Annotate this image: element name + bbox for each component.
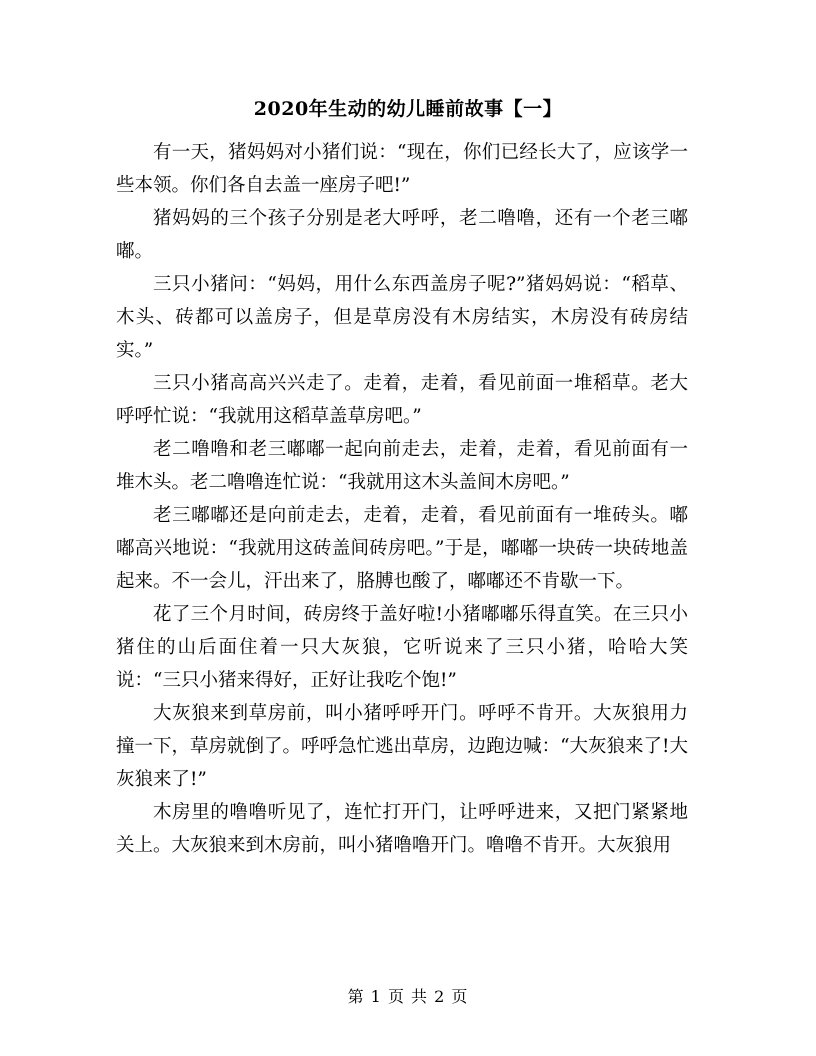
paragraph: 木房里的噜噜听见了，连忙打开门，让呼呼进来，又把门紧紧地关上。大灰狼来到木房前，叫小猪噜噜开门。噜噜不肯开。大灰狼用	[116, 802, 688, 856]
paragraph: 老二噜噜和老三嘟嘟一起向前走去，走着，走着，看见前面有一堆木头。老二噜噜连忙说：“我就用这木头盖间木房吧。”	[116, 439, 688, 493]
paragraph: 三只小猪问：“妈妈，用什么东西盖房子呢?”猪妈妈说：“稻草、木头、砖都可以盖房子，但是草房没有木房结实，木房没有砖房结实。”	[116, 274, 688, 361]
document-title: 2020年生动的幼儿睡前故事【一】	[253, 98, 563, 120]
paragraph: 老三嘟嘟还是向前走去，走着，走着，看见前面有一堆砖头。嘟嘟高兴地说：“我就用这砖盖间砖房吧。”于是，嘟嘟一块砖一块砖地盖起来。不一会儿，汗出来了，胳膊也酸了，嘟嘟还不肯歇一下。	[116, 505, 688, 592]
story-body	[116, 136, 688, 862]
paragraph: 花了三个月时间，砖房终于盖好啦!小猪嘟嘟乐得直笑。在三只小猪住的山后面住着一只大灰狼，它听说来了三只小猪，哈哈大笑说：“三只小猪来得好，正好让我吃个饱!”	[116, 604, 688, 691]
paragraph: 大灰狼来到草房前，叫小猪呼呼开门。呼呼不肯开。大灰狼用力撞一下，草房就倒了。呼呼急忙逃出草房，边跑边喊：“大灰狼来了!大灰狼来了!”	[116, 703, 688, 790]
paragraph: 猪妈妈的三个孩子分别是老大呼呼，老二噜噜，还有一个老三嘟嘟。	[116, 208, 688, 262]
paragraph: 三只小猪高高兴兴走了。走着，走着，看见前面一堆稻草。老大呼呼忙说：“我就用这稻草盖草房吧。”	[116, 373, 688, 427]
paragraph: 有一天，猪妈妈对小猪们说：“现在，你们已经长大了，应该学一些本领。你们各自去盖一座房子吧!”	[116, 142, 688, 196]
page-number-footer: 第 1 页 共 2 页	[347, 987, 469, 1006]
